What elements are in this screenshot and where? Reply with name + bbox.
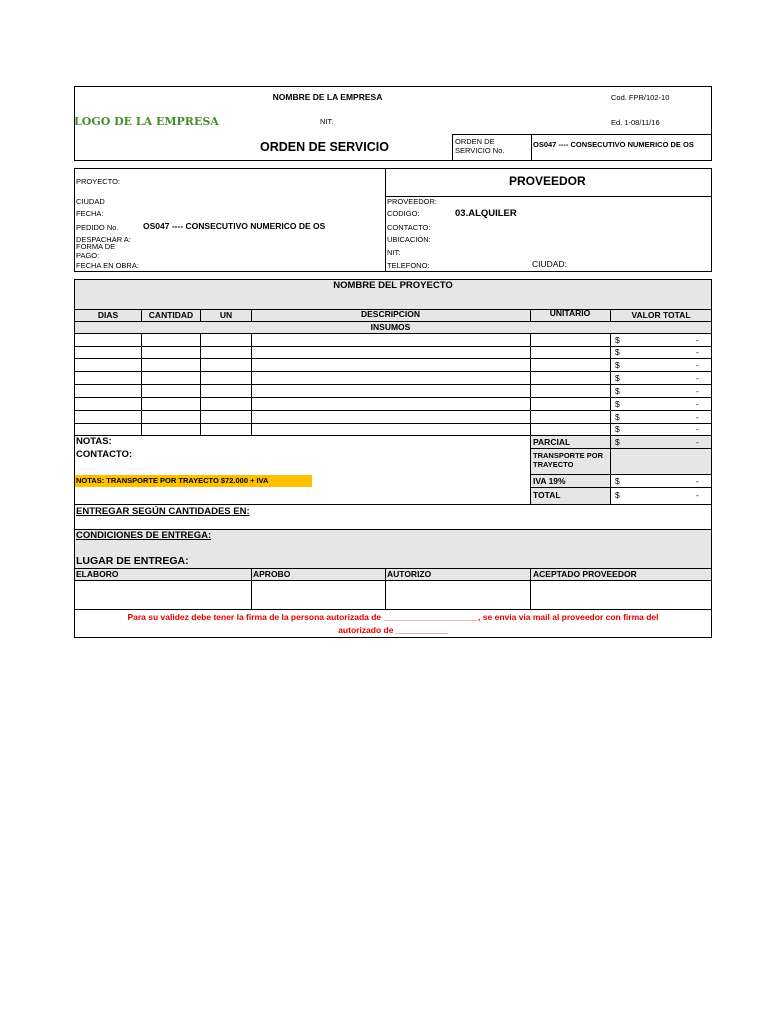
signature-divider (530, 568, 531, 609)
value-dash: - (696, 424, 699, 434)
value-dash: - (696, 399, 699, 409)
column-header-unitario: UNITARIO (549, 308, 591, 318)
iva-currency: $ (615, 476, 620, 486)
pedido-value: OS047 ---- CONSECUTIVO NUMERICO DE OS (143, 221, 326, 231)
column-divider (530, 333, 531, 435)
currency-sign: $ (615, 412, 620, 422)
transporte-label: TRANSPORTE POR TRAYECTO (533, 451, 604, 470)
total-label: TOTAL (533, 490, 561, 500)
column-divider (141, 333, 142, 435)
totals-divider (530, 448, 712, 449)
totals-divider (530, 435, 531, 504)
ciudad-label: CIUDAD (76, 197, 105, 206)
column-divider (200, 333, 201, 435)
value-dash: - (696, 386, 699, 396)
notes-label: NOTAS: (76, 436, 112, 447)
total-currency: $ (615, 490, 620, 500)
currency-sign: $ (615, 347, 620, 357)
telefono-label: TELEFONO: (387, 261, 430, 270)
company-name: NOMBRE DE LA EMPRESA (272, 92, 383, 102)
column-divider (530, 309, 531, 321)
header-divider (452, 134, 453, 161)
form-code: Cod. FPR/102-10 (611, 93, 670, 102)
condiciones-label: CONDICIONES DE ENTREGA: (76, 530, 212, 541)
transport-note: NOTAS: TRANSPORTE POR TRAYECTO $72.000 + IVA (76, 476, 269, 485)
currency-sign: $ (615, 424, 620, 434)
currency-sign: $ (615, 399, 620, 409)
column-header-dias: DIAS (97, 310, 119, 320)
contacto-label: CONTACTO: (387, 223, 431, 232)
value-dash: - (696, 335, 699, 345)
header-divider (531, 134, 532, 161)
table-row (74, 371, 712, 372)
value-dash: - (696, 373, 699, 383)
company-logo: LOGO DE LA EMPRESA (74, 115, 219, 128)
currency-sign: $ (615, 386, 620, 396)
table-row (74, 358, 712, 359)
column-header-descripcion: DESCRIPCION (360, 309, 421, 319)
fecha-obra-label: FECHA EN OBRA: (76, 261, 139, 270)
parcial-label: PARCIAL (533, 437, 571, 447)
despachar-label: DESPACHAR A: (76, 235, 131, 244)
table-row (74, 410, 712, 411)
column-divider (610, 309, 611, 321)
value-dash: - (696, 412, 699, 422)
signature-divider (251, 568, 252, 609)
validity-note-line1: Para su validez debe tener la firma de la persona autorizada de ____________________, se envia via mail al proveedor con firma del (127, 612, 659, 622)
currency-sign: $ (615, 335, 620, 345)
supplier-title: PROVEEDOR (509, 174, 586, 188)
lugar-label: LUGAR DE ENTREGA: (76, 555, 189, 567)
project-name-title: NOMBRE DEL PROYECTO (333, 280, 453, 291)
iva-label: IVA 19% (533, 476, 566, 486)
signature-autorizo: AUTORIZO (387, 569, 432, 579)
header-divider (452, 134, 712, 135)
forma-pago-label: FORMA DE PAGO: (76, 242, 116, 260)
totals-divider (530, 474, 712, 475)
header-nit: NIT. (320, 117, 334, 126)
column-divider (141, 309, 142, 321)
proyecto-label: PROYECTO: (76, 177, 121, 186)
column-header-valor-total: VALOR TOTAL (631, 310, 691, 320)
iva-value: - (696, 476, 699, 486)
currency-sign: $ (615, 373, 620, 383)
page-title: ORDEN DE SERVICIO (260, 140, 389, 154)
entregar-label: ENTREGAR SEGÚN CANTIDADES EN: (76, 506, 250, 517)
order-number-value: OS047 ---- CONSECUTIVO NUMERICO DE OS (533, 140, 694, 149)
column-divider (251, 333, 252, 435)
table-row (74, 384, 712, 385)
contact-label: CONTACTO: (76, 449, 133, 460)
value-dash: - (696, 347, 699, 357)
pedido-label: PEDIDO No. (76, 223, 119, 232)
order-number-label: ORDEN DE SERVICIO No. (455, 137, 505, 155)
signature-divider (385, 568, 386, 609)
signature-elaboro: ELABORO (76, 569, 119, 579)
project-supplier-divider (385, 168, 386, 272)
totals-divider (530, 487, 712, 488)
ubicacion-label: UBICACION: (387, 235, 431, 244)
section-insumos: INSUMOS (370, 322, 411, 332)
totals-divider (610, 435, 611, 504)
signature-aprobo: APROBO (253, 569, 291, 579)
column-divider (610, 333, 611, 435)
codigo-label: CODIGO: (387, 209, 420, 218)
codigo-value: 03.ALQUILER (455, 208, 517, 219)
fecha-label: FECHA: (76, 209, 104, 218)
proveedor-label: PROVEEDOR: (387, 197, 438, 206)
currency-sign: $ (615, 360, 620, 370)
signature-boxes (75, 581, 711, 609)
signature-aceptado-proveedor: ACEPTADO PROVEEDOR (533, 569, 637, 579)
validity-note-line2: autorizado de ___________ (338, 625, 448, 635)
total-value: - (696, 490, 699, 500)
supplier-ciudad-label: CIUDAD: (532, 259, 567, 269)
column-divider (200, 309, 201, 321)
column-header-cantidad: CANTIDAD (148, 310, 194, 320)
parcial-value: - (696, 437, 699, 447)
parcial-currency: $ (615, 437, 620, 447)
supplier-nit-label: NIT: (387, 248, 401, 257)
value-dash: - (696, 360, 699, 370)
column-header-un: UN (219, 310, 233, 320)
column-divider (251, 309, 252, 321)
notes-area (75, 436, 530, 504)
form-edition: Ed. 1-08/11/16 (611, 118, 660, 127)
table-row (74, 397, 712, 398)
